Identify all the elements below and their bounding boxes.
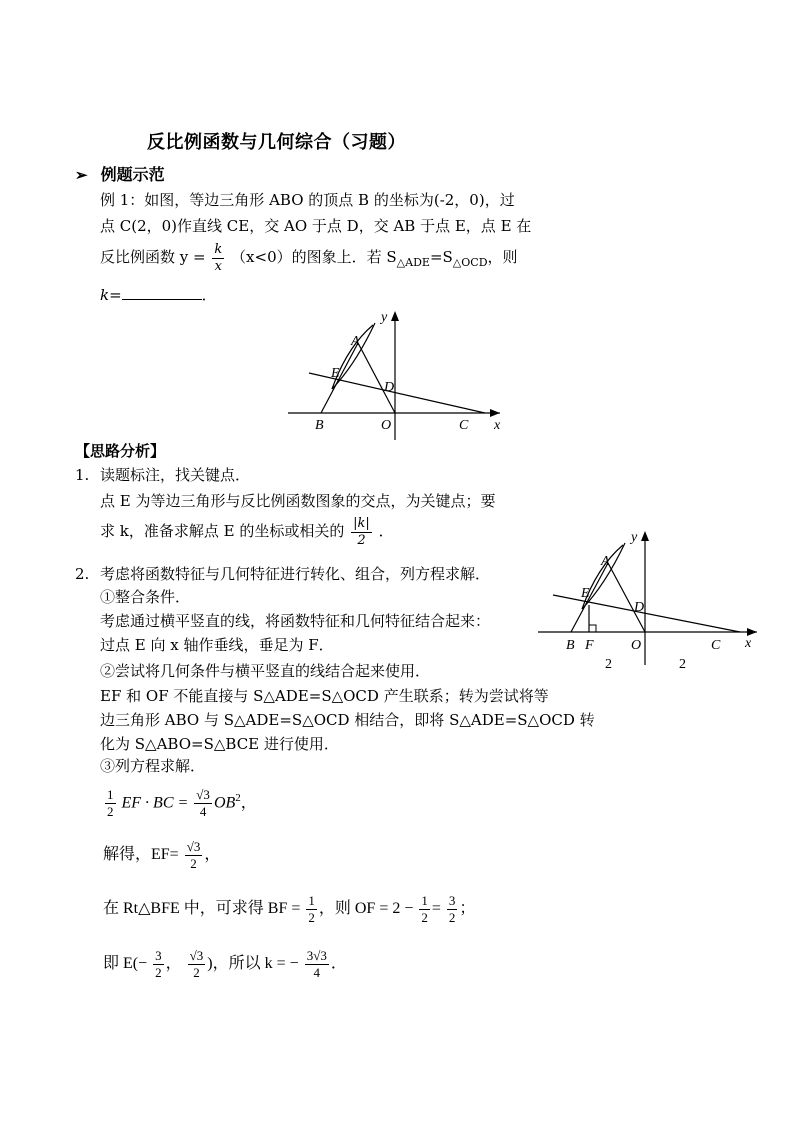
equation-3 xyxy=(103,893,475,926)
step-1-line-3: 过点 E 向 x 轴作垂线，垂足为 F． xyxy=(100,636,334,654)
numerator: 3 xyxy=(155,948,162,963)
subscript: △ADE xyxy=(396,256,430,269)
step-2-line-4: 化为 S△ABO=S△BCE 进行使用． xyxy=(100,735,339,753)
numerator: 1 xyxy=(107,787,114,803)
text-span: ，则 OF = 2 − xyxy=(318,900,414,918)
fraction-one-half xyxy=(105,787,116,820)
analysis-heading: 【思路分析】 xyxy=(75,442,166,460)
fraction-3sqrt3-over-4 xyxy=(305,948,329,981)
step-2: ②尝试将几何条件与横平竖直的线结合起来使用． xyxy=(100,662,431,680)
y-arrow-icon xyxy=(391,311,399,321)
item-1-line-2: 点 E 为等边三角形与反比例函数图象的交点，为关键点；要 xyxy=(100,492,496,510)
item-1-title: 读题标注，找关键点． xyxy=(100,466,251,484)
text-span: 反比例函数 y = xyxy=(100,248,206,266)
text-span: 解得，EF= xyxy=(103,846,179,864)
example-line-1: 例 1：如图，等边三角形 ABO 的顶点 B 的坐标为(-2，0)，过 xyxy=(100,191,515,209)
text-span: EF · BC = xyxy=(121,794,189,812)
label-e: E xyxy=(331,366,340,381)
text-span: )，所以 k = − xyxy=(207,955,299,973)
denominator: 4 xyxy=(199,804,207,820)
text-span: =S xyxy=(429,248,453,266)
denominator: 2 xyxy=(421,910,428,925)
label-x: x xyxy=(745,636,752,651)
label-a: A xyxy=(351,334,360,349)
step-1-line-2: 考虑通过横平竖直的线，将函数特征和几何特征结合起来： xyxy=(100,612,491,630)
numerator: √3 xyxy=(186,839,201,854)
numerator: 3√3 xyxy=(306,948,327,963)
label-d: D xyxy=(384,380,395,395)
fraction-three-halves xyxy=(153,948,164,981)
equation-4 xyxy=(103,948,347,981)
example-line-3 xyxy=(100,240,518,280)
text-span: 在 Rt△BFE 中，可求得 BF = xyxy=(103,900,301,918)
label-a: A xyxy=(601,554,610,569)
label-f: F xyxy=(585,638,594,653)
label-b: B xyxy=(315,418,324,433)
label-y: y xyxy=(631,530,638,545)
text-span: 求 k，准备求解点 E 的坐标或相关的 xyxy=(100,522,345,540)
subscript: △OCD xyxy=(452,256,488,269)
step-1: ①整合条件． xyxy=(100,588,191,606)
fraction-sqrt3-over-2 xyxy=(185,839,203,872)
label-o: O xyxy=(381,418,392,433)
figure-1 xyxy=(285,305,510,445)
label-b: B xyxy=(566,638,575,653)
label-length-left: 2 xyxy=(605,657,612,672)
item-1-number: 1. xyxy=(75,466,90,484)
page-title: 反比例函数与几何综合（习题） xyxy=(147,132,406,153)
item-2-title: 考虑将函数特征与几何特征进行转化、组合，列方程求解． xyxy=(100,565,491,583)
denominator: 2 xyxy=(193,965,200,980)
equation-1 xyxy=(103,787,257,820)
text-span: ． xyxy=(330,955,347,973)
fraction-one-half xyxy=(419,893,430,926)
text-span: ． xyxy=(201,286,217,304)
step-2-line-2: EF 和 OF 不能直接与 S△ADE=S△OCD 产生联系；转为尝试将等 xyxy=(100,687,549,705)
numerator: |k| xyxy=(353,515,370,531)
label-length-right: 2 xyxy=(679,657,686,672)
item-2-number: 2. xyxy=(75,565,90,583)
text-span: = xyxy=(431,900,441,918)
arrow-bullet-icon: ➢ xyxy=(75,166,88,184)
text-span: ，则 xyxy=(487,248,518,266)
answer-blank[interactable] xyxy=(122,285,202,300)
text-span: k= xyxy=(100,286,122,304)
denominator: 2 xyxy=(357,532,366,548)
fraction-one-half xyxy=(306,893,317,926)
label-e: E xyxy=(581,586,590,601)
text-span: ； xyxy=(459,900,476,918)
numerator: 1 xyxy=(421,893,428,908)
figure-2 xyxy=(535,525,765,675)
text-span: ， xyxy=(240,794,257,812)
text-span: OB xyxy=(213,794,236,812)
denominator: 2 xyxy=(107,804,114,820)
text-span: ， xyxy=(204,846,221,864)
item-1-line-3 xyxy=(100,514,394,549)
numerator: √3 xyxy=(189,948,204,963)
label-o: O xyxy=(631,638,642,653)
equation-2 xyxy=(103,839,220,872)
fraction-sqrt3-over-4 xyxy=(194,787,212,820)
denominator: 2 xyxy=(155,965,162,980)
section-label: 例题示范 xyxy=(100,165,165,184)
denominator: 2 xyxy=(448,910,456,925)
right-angle-mark xyxy=(589,625,596,632)
text-span: （x<0）的图象上．若 S xyxy=(231,248,397,266)
denominator: 4 xyxy=(313,965,320,980)
superscript: 2 xyxy=(235,792,241,804)
fraction-sqrt3-over-2 xyxy=(188,948,206,981)
segment-ao xyxy=(358,343,395,413)
x-arrow-icon xyxy=(490,409,500,417)
section-heading xyxy=(75,162,165,185)
example-line-4 xyxy=(100,282,217,308)
fraction-three-halves xyxy=(447,893,458,926)
step-2-line-3: 边三角形 ABO 与 S△ADE=S△OCD 相结合，即将 S△ADE=S△OCD 转 xyxy=(100,711,595,729)
denominator: x xyxy=(214,258,222,274)
numerator: k xyxy=(214,241,223,257)
numerator: √3 xyxy=(196,787,210,803)
label-c: C xyxy=(459,418,469,433)
fraction-abs-k-over-2 xyxy=(351,516,372,549)
text-span: ， xyxy=(165,955,182,973)
step-3: ③列方程求解． xyxy=(100,757,206,775)
example-line-2: 点 C(2，0)作直线 CE，交 AO 于点 D，交 AB 于点 E，点 E 在 xyxy=(100,217,532,235)
x-arrow-icon xyxy=(747,628,757,636)
numerator: 1 xyxy=(308,893,315,908)
label-x: x xyxy=(494,418,501,433)
y-arrow-icon xyxy=(641,531,649,541)
text-span: 即 E(− xyxy=(103,955,148,973)
label-c: C xyxy=(711,638,721,653)
fraction-k-over-x xyxy=(212,242,224,275)
label-d: D xyxy=(634,600,645,615)
label-y: y xyxy=(381,310,388,325)
denominator: 2 xyxy=(308,910,315,925)
numerator: 3 xyxy=(448,893,456,908)
segment-ao xyxy=(608,563,645,632)
text-span: ． xyxy=(378,522,394,540)
denominator: 2 xyxy=(190,856,197,871)
